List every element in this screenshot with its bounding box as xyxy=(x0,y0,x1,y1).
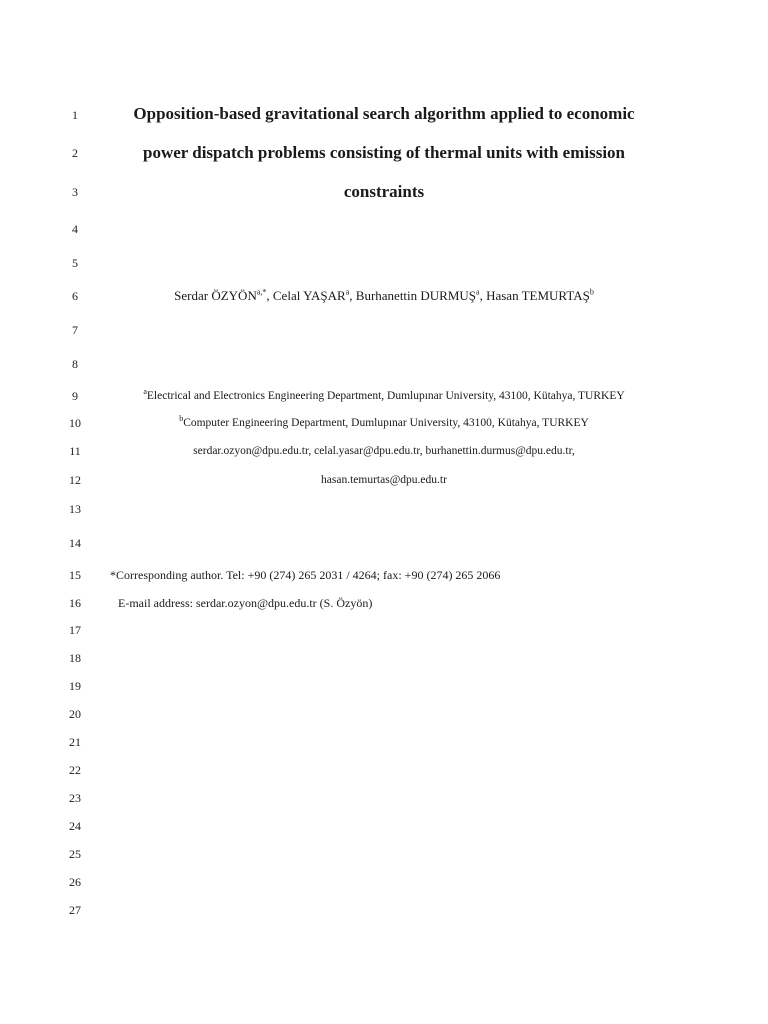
line-number: 5 xyxy=(72,256,78,270)
line-number: 14 xyxy=(69,536,81,550)
author-name: Serdar ÖZYÖN xyxy=(174,288,257,303)
author-affiliation-mark: a xyxy=(345,287,350,297)
line-number: 3 xyxy=(72,185,78,199)
title-line-3: constraints xyxy=(343,182,425,201)
author-affiliation-mark: a,* xyxy=(256,287,267,297)
line-number: 12 xyxy=(69,473,81,487)
title-line-2: power dispatch problems consisting of thermal units with emission xyxy=(142,143,626,162)
author-emails-line-1: serdar.ozyon@dpu.edu.tr, celal.yasar@dpu.edu.tr, burhanettin.durmus@dpu.edu.tr, xyxy=(193,445,575,457)
line-number: 11 xyxy=(69,444,81,458)
affiliation-text: Electrical and Electronics Engineering Department, Dumlupınar University, 43100, Kütahya, TURKEY xyxy=(146,390,625,402)
author-list xyxy=(100,288,668,304)
corresponding-author-contact: *Corresponding author. Tel: +90 (274) 265 2031 / 4264; fax: +90 (274) 265 2066 xyxy=(110,568,501,582)
line-number: 19 xyxy=(69,679,81,693)
line-number: 23 xyxy=(69,791,81,805)
line-number: 20 xyxy=(69,707,81,721)
affiliation-text: Computer Engineering Department, Dumlupınar University, 43100, Kütahya, TURKEY xyxy=(183,417,589,429)
author-name: Hasan TEMURTAŞ xyxy=(486,288,590,303)
line-number: 2 xyxy=(72,146,78,160)
line-number: 21 xyxy=(69,735,81,749)
author-affiliation-mark: b xyxy=(589,287,594,297)
line-number: 10 xyxy=(69,416,81,430)
author-name: Burhanettin DURMUŞ xyxy=(355,288,477,303)
line-number: 26 xyxy=(69,875,81,889)
line-number: 1 xyxy=(72,108,78,122)
affiliation-mark: a xyxy=(143,387,147,397)
author-separator: , xyxy=(349,288,356,303)
author-affiliation-mark: a xyxy=(476,287,480,297)
line-number: 24 xyxy=(69,819,81,833)
line-number: 4 xyxy=(72,222,78,236)
title-line-1: Opposition-based gravitational search algorithm applied to economic xyxy=(133,104,635,123)
author-separator: , xyxy=(479,288,487,303)
line-number: 17 xyxy=(69,623,81,637)
corresponding-author-email: E-mail address: serdar.ozyon@dpu.edu.tr (S. Özyön) xyxy=(118,596,373,610)
author-separator: , xyxy=(266,288,273,303)
line-number: 16 xyxy=(69,596,81,610)
affiliation-b xyxy=(100,416,668,430)
line-number: 27 xyxy=(69,903,81,917)
line-number: 22 xyxy=(69,763,81,777)
line-number: 18 xyxy=(69,651,81,665)
line-number: 9 xyxy=(72,389,78,403)
line-number: 13 xyxy=(69,502,81,516)
affiliation-a xyxy=(100,389,668,403)
author-emails-line-2: hasan.temurtas@dpu.edu.tr xyxy=(321,474,447,486)
line-number: 8 xyxy=(72,357,78,371)
line-number: 25 xyxy=(69,847,81,861)
affiliation-mark: b xyxy=(179,414,184,424)
line-number: 7 xyxy=(72,323,78,337)
author-name: Celal YAŞAR xyxy=(272,288,346,303)
line-number: 15 xyxy=(69,568,81,582)
line-number: 6 xyxy=(72,289,78,303)
